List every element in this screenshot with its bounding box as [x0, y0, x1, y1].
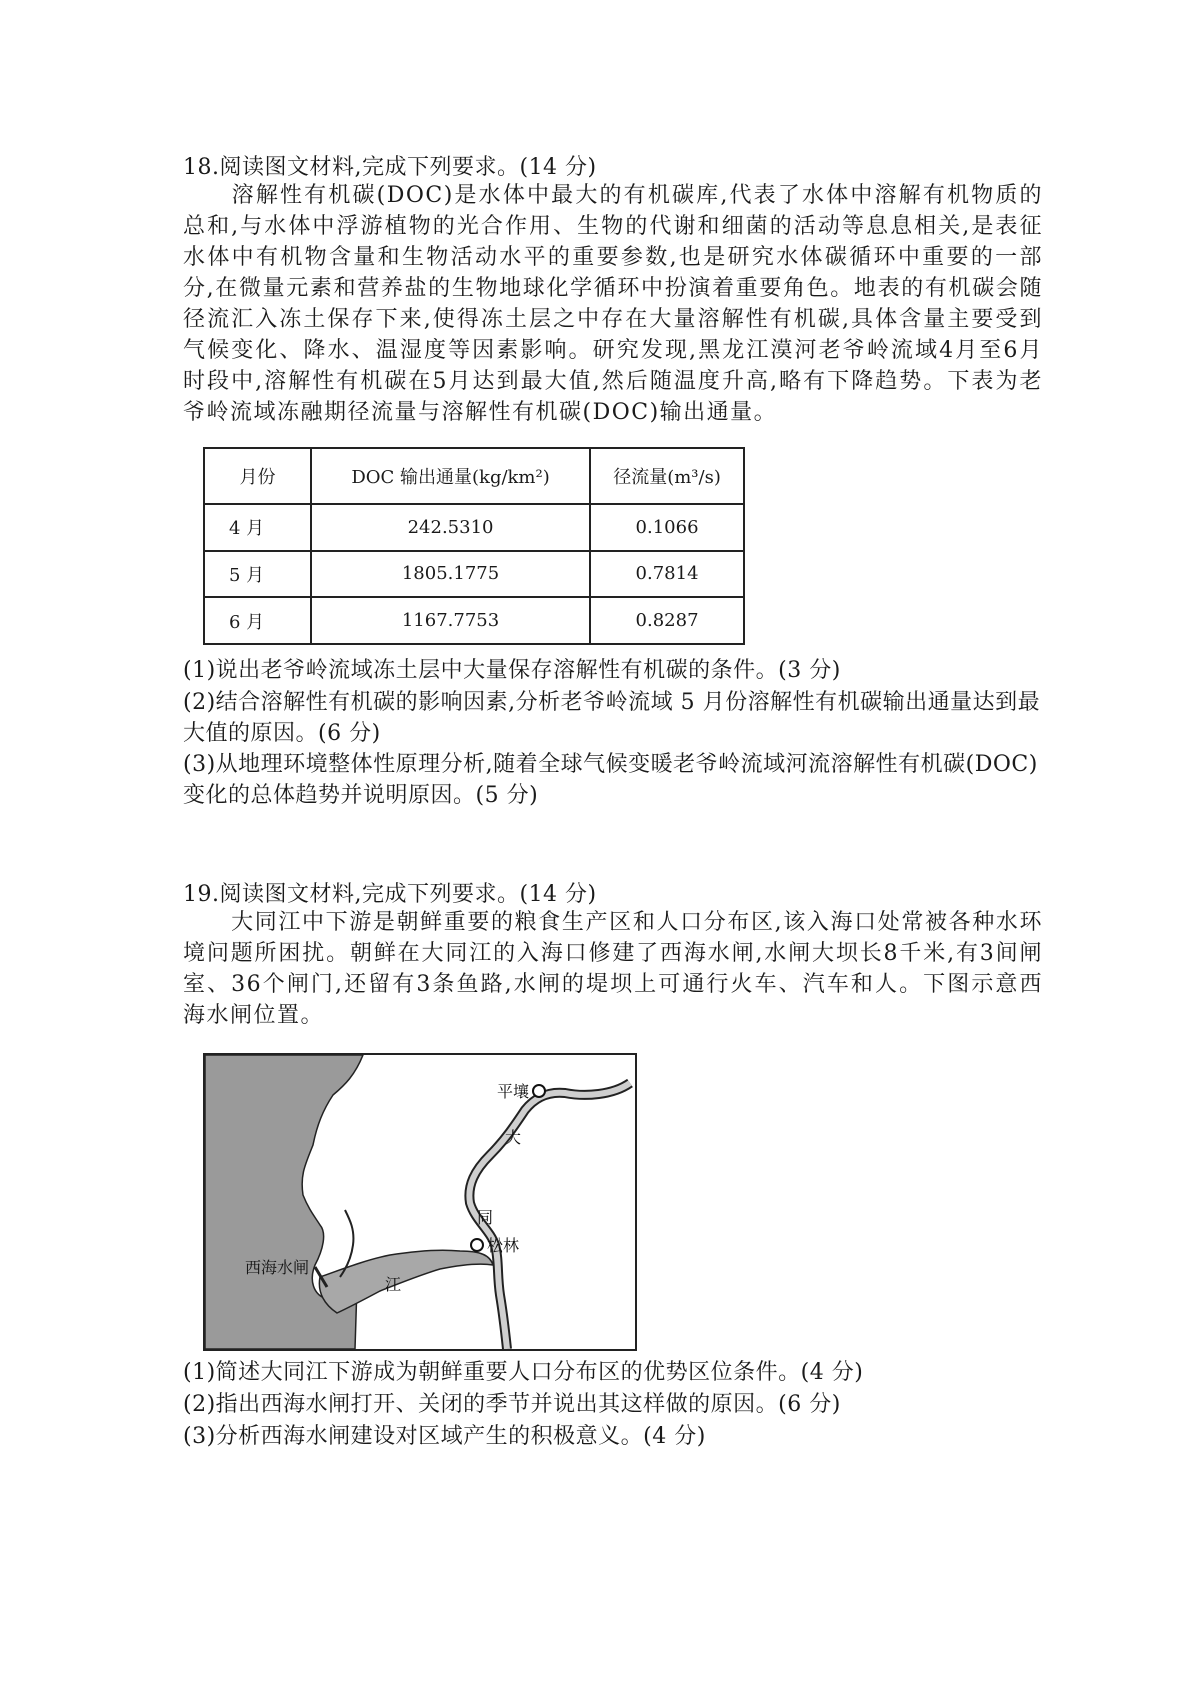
- table-cell-doc: 242.5310: [311, 504, 590, 551]
- q18-paragraph: 溶解性有机碳(DOC)是水体中最大的有机碳库,代表了水体中溶解有机物质的总和,与水体中浮游植物的光合作用、生物的代谢和细菌的活动等息息相关,是表征水体中有机物含量和生物活动水平的重要参数,也是研究水体碳循环中重要的一部分,在微量元素和营养盐的生物地球化学循环中扮演着重要角色。地表的有机碳会随径流汇入冻土保存下来,使得冻土层之中存在大量溶解性有机碳,具体含量主要受到气候变化、降水、温湿度等因素影响。研究发现,黑龙江漠河老爷岭流域4月至6月时段中,溶解性有机碳在5月达到最大值,然后随温度升高,略有下降趋势。下表为老爷岭流域冻融期径流量与溶解性有机碳(DOC)输出通量。: [183, 183, 1043, 425]
- q19-paragraph: 大同江中下游是朝鲜重要的粮食生产区和人口分布区,该入海口处常被各种水环境问题所困扰。朝鲜在大同江的入海口修建了西海水闸,水闸大坝长8千米,有3间闸室、36个闸门,还留有3条鱼路,水闸的堤坝上可通行火车、汽车和人。下图示意西海水闸位置。: [183, 910, 1043, 1028]
- table-cell-runoff: 0.8287: [590, 597, 744, 644]
- pyongyang-marker: [533, 1085, 545, 1097]
- q18-question-2: (2)结合溶解性有机碳的影响因素,分析老爷岭流域 5 月份溶解性有机碳输出通量达到最大值的原因。(6 分): [183, 690, 1041, 746]
- river-label-jiang: 江: [385, 1275, 402, 1294]
- table-header-month: 月份: [204, 448, 311, 504]
- table-cell-month: 6 月: [204, 597, 311, 644]
- table-header-row: [204, 448, 744, 504]
- table-row: [204, 551, 744, 598]
- table-cell-runoff: 0.1066: [590, 504, 744, 551]
- xihai-lock-label: 西海水闸: [245, 1258, 310, 1277]
- q19-question-1: (1)简述大同江下游成为朝鲜重要人口分布区的优势区位条件。(4 分): [183, 1360, 864, 1385]
- table-header-doc: DOC 输出通量(kg/km²): [311, 448, 590, 504]
- q18-question-3: (3)从地理环境整体性原理分析,随着全球气候变暖老爷岭流域河流溶解性有机碳(DOC)变化的总体趋势并说明原因。(5 分): [183, 752, 1038, 808]
- table-cell-doc: 1805.1775: [311, 551, 590, 598]
- q18-title: 18.阅读图文材料,完成下列要求。(14 分): [183, 155, 597, 180]
- table-cell-month: 4 月: [204, 504, 311, 551]
- q19-title: 19.阅读图文材料,完成下列要求。(14 分): [183, 882, 597, 907]
- songlin-marker: [471, 1239, 483, 1251]
- map-svg: [205, 1055, 635, 1349]
- songlin-label: 松林: [487, 1236, 520, 1255]
- table-cell-month: 5 月: [204, 551, 311, 598]
- table-cell-doc: 1167.7753: [311, 597, 590, 644]
- river-label-da: 大: [505, 1128, 522, 1147]
- table-row: [204, 504, 744, 551]
- estuary: [319, 1250, 493, 1313]
- xihai-lock-map: [203, 1053, 637, 1351]
- q19-question-3: (3)分析西海水闸建设对区域产生的积极意义。(4 分): [183, 1424, 706, 1449]
- river-taedong: [469, 1083, 630, 1349]
- pyongyang-label: 平壤: [497, 1082, 530, 1101]
- q19-question-2: (2)指出西海水闸打开、关闭的季节并说出其这样做的原因。(6 分): [183, 1392, 841, 1417]
- table-row: [204, 597, 744, 644]
- river-taedong-inner: [469, 1083, 630, 1349]
- doc-table: [203, 447, 745, 645]
- table-header-runoff: 径流量(m³/s): [590, 448, 744, 504]
- table-cell-runoff: 0.7814: [590, 551, 744, 598]
- q18-question-1: (1)说出老爷岭流域冻土层中大量保存溶解性有机碳的条件。(3 分): [183, 658, 841, 683]
- river-label-tong: 同: [477, 1208, 494, 1227]
